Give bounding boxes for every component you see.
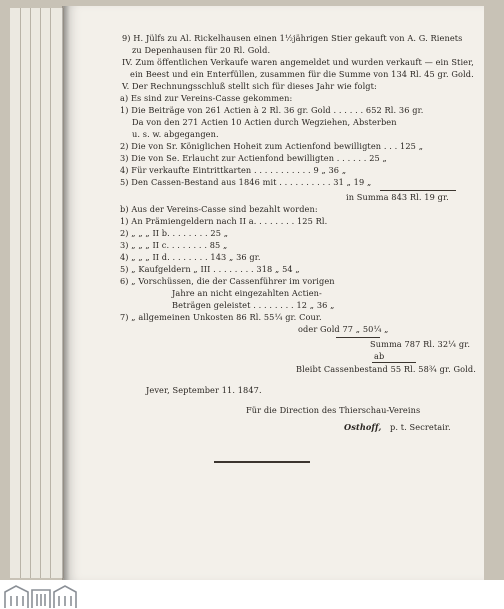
text-line: IV. Zum öffentlichen Verkaufe waren angemeldet und wurden verkauft — ein Stier, [122,57,474,67]
sum-rule [380,190,456,191]
signature-heading: Für die Direction des Thierschau-Vereins [246,405,421,415]
balance-line: Bleibt Cassenbestand 55 Rl. 58¾ gr. Gold. [296,364,476,374]
page-edge [10,8,21,578]
text-line: 3) Die von Se. Erlaucht zur Actienfond bewilligten . . . . . . 25 „ [120,153,387,163]
gutter-shadow [62,6,70,580]
text-line: 9) H. Jülfs zu Al. Rickelhausen einen 1½jährigen Stier gekauft von A. G. Rienets [122,33,463,43]
page-edge [21,8,31,578]
text-line: V. Der Rechnungsschluß stellt sich für dieses Jahr wie folgt: [122,81,377,91]
signature-title: p. t. Secretair. [390,422,451,432]
closing-rule [214,461,310,463]
sum-rule [372,362,416,363]
text-line: Jahre an nicht eingezahlten Actien- [172,288,322,298]
text-line: 1) Die Beiträge von 261 Actien à 2 Rl. 36 gr. Gold . . . . . . 652 Rl. 36 gr. [120,105,424,115]
text-line: 6) „ Vorschüssen, die der Cassenführer im vorigen [120,276,335,286]
text-line: ab [374,351,385,361]
text-line: 1) An Prämiengeldern nach II a. . . . . . . . 125 Rl. [120,216,328,226]
text-line: oder Gold 77 „ 50¼ „ [298,324,389,334]
text-line: 3) „ „ „ II c. . . . . . . . 85 „ [120,240,228,250]
text-line: Beträgen geleistet . . . . . . . . 12 „ 36 „ [172,300,335,310]
text-line: zu Depenhausen für 20 Rl. Gold. [132,45,271,55]
text-line: 2) Die von Sr. Königlichen Hoheit zum Actienfond bewilligten . . . 125 „ [120,141,424,151]
text-line: 5) „ Kaufgeldern „ III . . . . . . . . 318 „ 54 „ [120,264,300,274]
total-line: in Summa 843 Rl. 19 gr. [346,192,449,202]
text-line: 7) „ allgemeinen Unkosten 86 Rl. 55¼ gr. Cour. [120,312,322,322]
text-line: 2) „ „ „ II b. . . . . . . . 25 „ [120,228,229,238]
text-line: a) Es sind zur Vereins-Casse gekommen: [120,93,293,103]
text-line: 4) Für verkaufte Eintrittkarten . . . . . . . . . . . 9 „ 36 „ [120,165,347,175]
text-line: Da von den 271 Actien 10 Actien durch Wegziehen, Absterben [132,117,397,127]
date-line: Jever, September 11. 1847. [146,385,262,395]
total-line: Summa 787 Rl. 32¼ gr. [370,339,471,349]
text-line: 5) Den Cassen-Bestand aus 1846 mit . . . . . . . . . . 31 „ 19 „ [120,177,372,187]
text-line: ein Beest und ein Enterfüllen, zusammen für die Summe von 134 Rl. 45 gr. Gold. [130,69,474,79]
signature-name: Osthoff, [344,422,382,432]
text-line: 4) „ „ „ II d. . . . . . . . 143 „ 36 gr. [120,252,261,262]
sum-rule [336,337,380,338]
library-building-logo [2,582,78,609]
page-edge [41,8,51,578]
text-line: u. s. w. abgegangen. [132,129,219,139]
page-edge [31,8,41,578]
text-line: b) Aus der Vereins-Casse sind bezahlt worden: [120,204,318,214]
